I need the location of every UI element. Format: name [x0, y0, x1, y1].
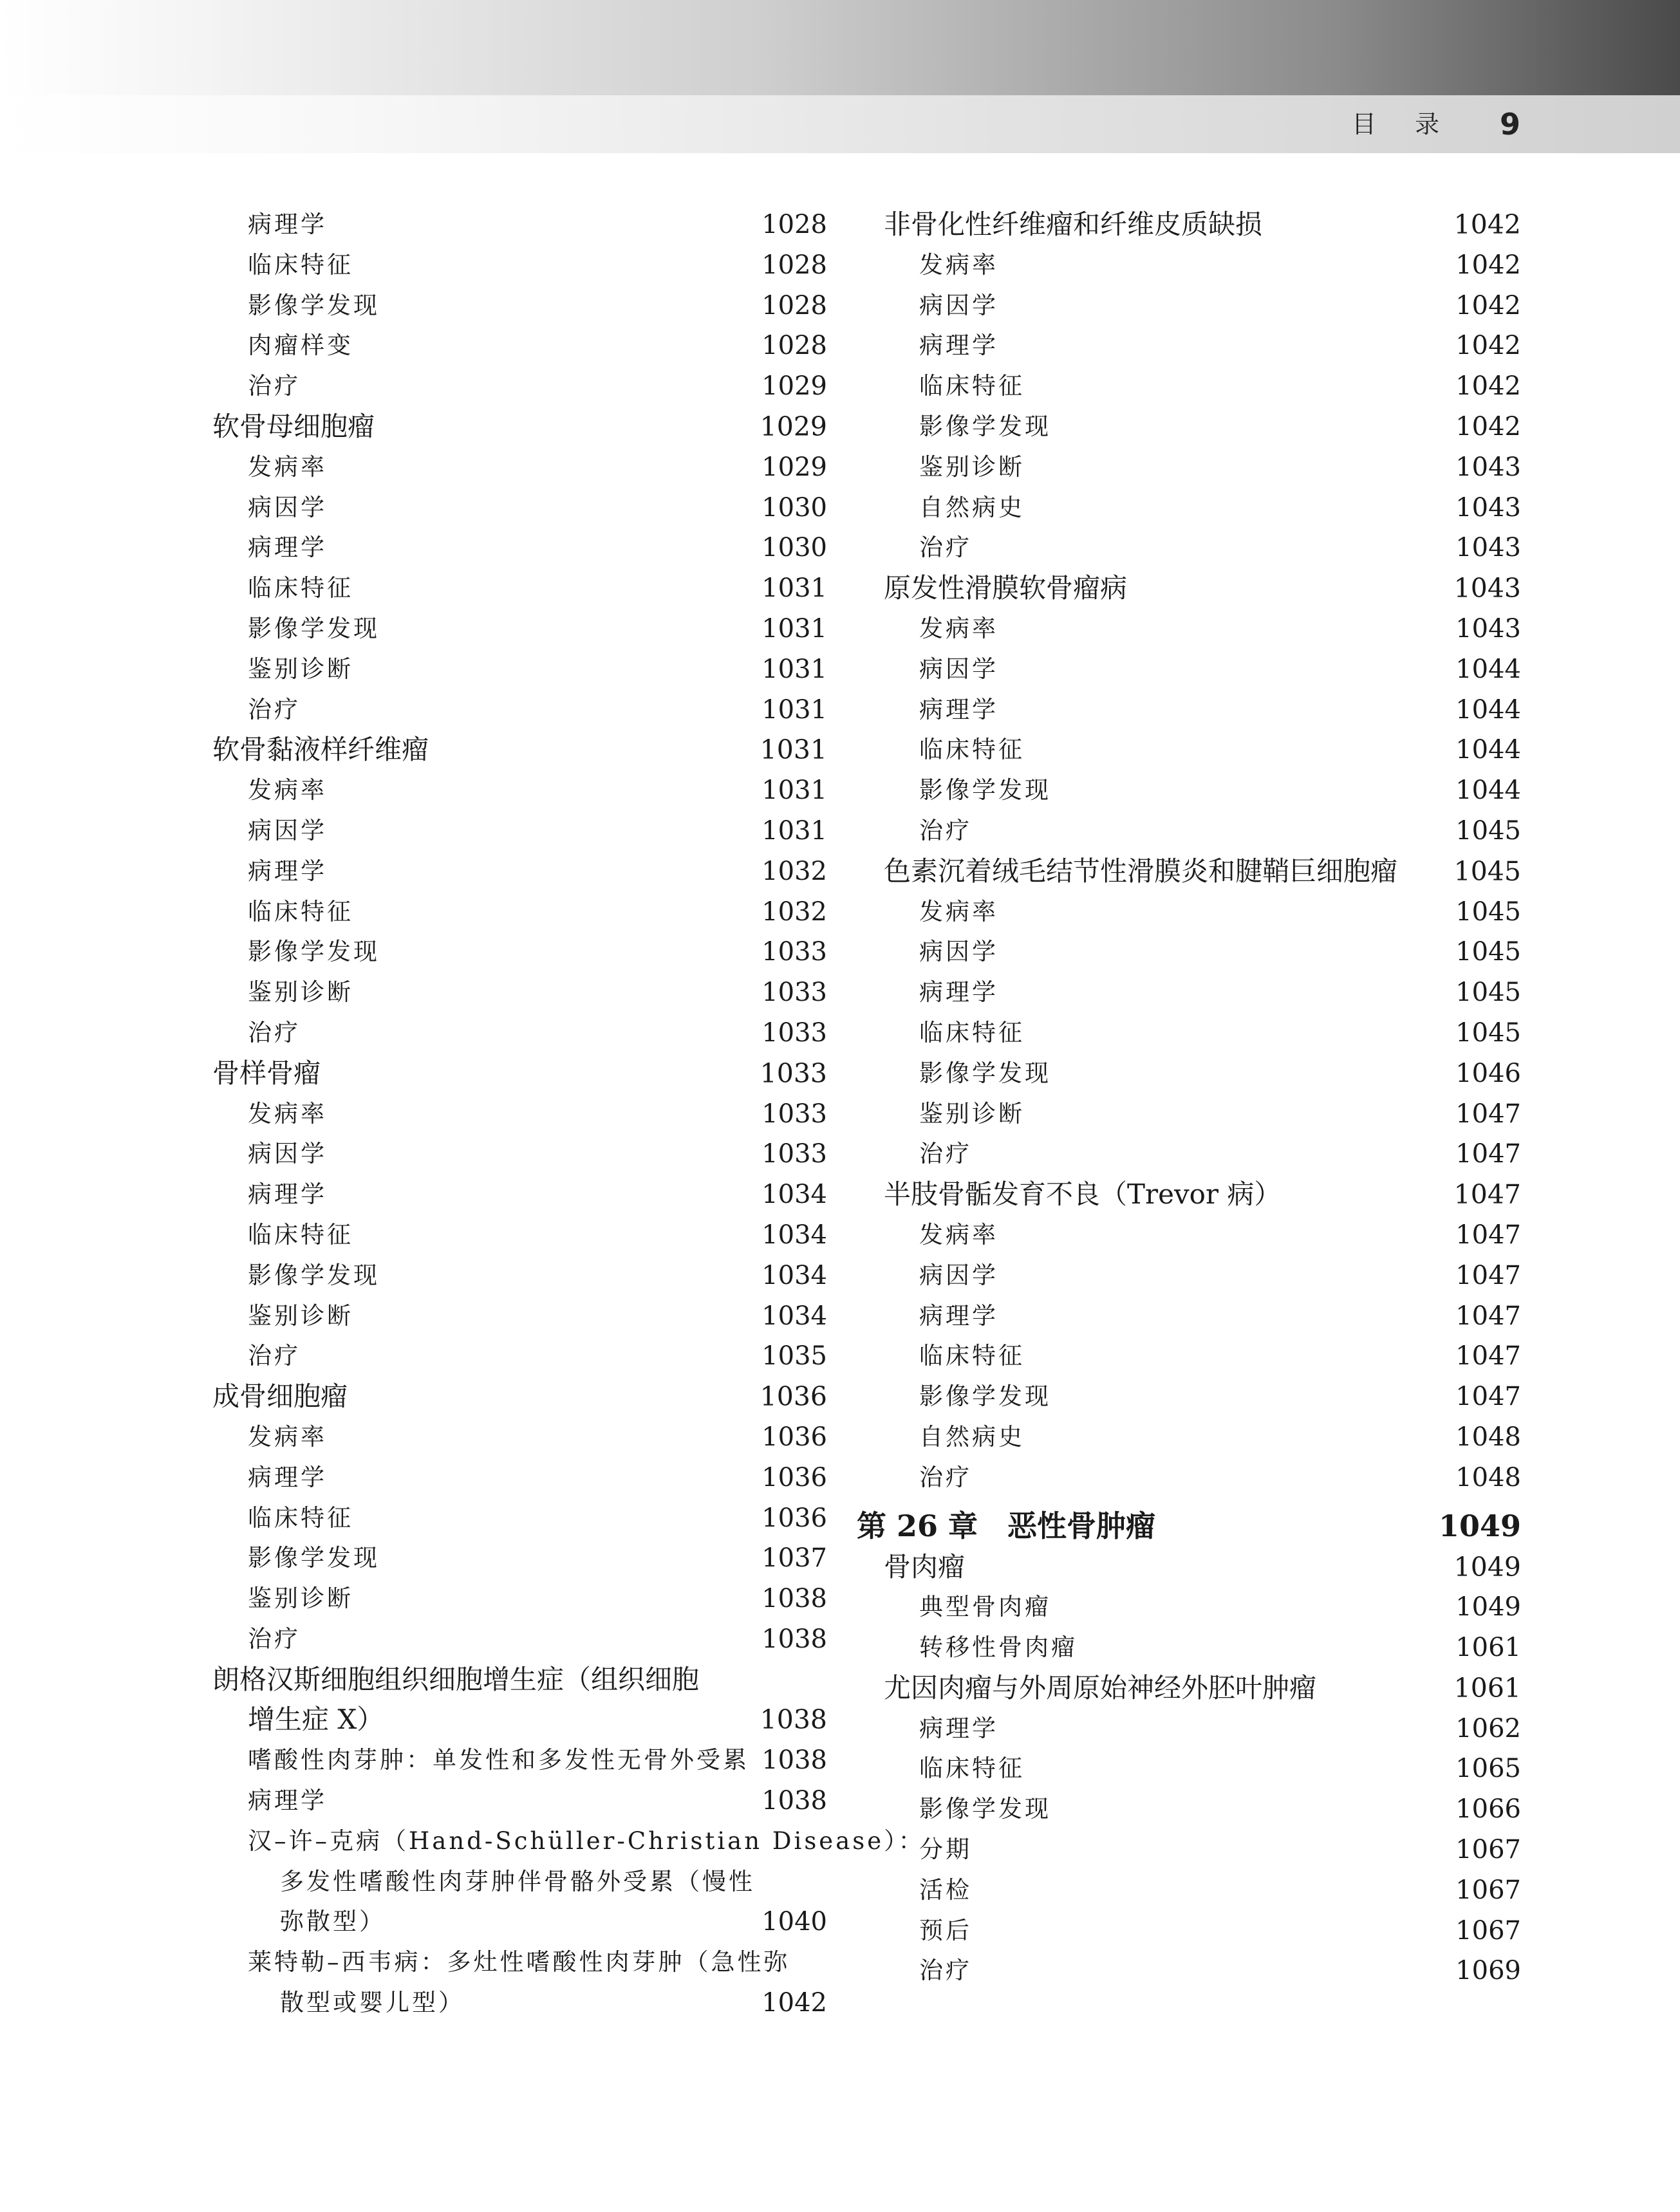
toc-entry-page: 1031	[761, 694, 827, 725]
toc-entry[interactable]	[884, 1911, 1521, 1951]
toc-entry[interactable]	[212, 1619, 827, 1660]
running-title: 目 录	[1352, 110, 1455, 138]
toc-entry-page: 1028	[761, 250, 827, 280]
toc-entry-page: 1048	[1455, 1422, 1521, 1452]
toc-entry-page: 1034	[761, 1260, 827, 1290]
toc-entry-label: 软骨黏液样纤维瘤	[212, 734, 429, 766]
toc-entry[interactable]	[884, 770, 1521, 811]
toc-entry-label: 临床特征	[248, 574, 353, 602]
header-gradient-band	[0, 0, 1680, 95]
toc-entry-label: 第 26 章 恶性骨肿瘤	[857, 1508, 1156, 1543]
toc-entry[interactable]	[212, 1458, 827, 1498]
toc-entry[interactable]	[884, 1336, 1521, 1377]
toc-entry[interactable]	[884, 407, 1521, 447]
toc-entry-label: 影像学发现	[248, 1261, 380, 1289]
toc-entry-page: 1029	[760, 411, 827, 442]
toc-entry-label: 发病率	[248, 452, 327, 481]
toc-entry-label: 病理学	[919, 1301, 998, 1330]
toc-entry[interactable]	[884, 1709, 1521, 1749]
toc-entry-page: 1035	[761, 1341, 827, 1371]
toc-entry-label: 鉴别诊断	[919, 452, 1025, 481]
toc-entry-page: 1038	[760, 1704, 827, 1736]
toc-entry-label: 病因学	[919, 291, 998, 319]
toc-entry-page: 1042	[1453, 209, 1521, 240]
toc-entry-label: 成骨细胞瘤	[212, 1380, 348, 1413]
toc-entry[interactable]	[884, 1870, 1521, 1911]
toc-entry-page: 1042	[1455, 290, 1521, 321]
toc-entry[interactable]	[212, 488, 827, 528]
toc-entry-page: 1036	[760, 1381, 827, 1413]
toc-entry[interactable]	[212, 932, 827, 972]
toc-entry-page: 1045	[1453, 855, 1521, 887]
toc-entry-page: 1044	[1455, 776, 1521, 806]
toc-entry[interactable]	[884, 1749, 1521, 1789]
toc-entry[interactable]	[212, 1983, 827, 2023]
toc-entry-label: 鉴别诊断	[248, 655, 353, 683]
page-number: 9	[1500, 107, 1521, 142]
toc-entry[interactable]	[884, 286, 1521, 326]
toc-entry[interactable]	[884, 1417, 1521, 1458]
toc-entry[interactable]	[212, 286, 827, 326]
toc-entry[interactable]	[884, 811, 1521, 851]
toc-entry[interactable]	[212, 1902, 827, 1942]
toc-entry[interactable]	[212, 1175, 827, 1215]
toc-entry-label: 肉瘤样变	[248, 331, 353, 360]
toc-entry-label: 病因学	[248, 493, 327, 521]
toc-entry-label: 发病率	[919, 897, 998, 925]
toc-entry[interactable]	[212, 1054, 827, 1094]
toc-entry-label: 病理学	[248, 857, 327, 885]
toc-entry-label: 半肢骨骺发育不良（Trevor 病）	[884, 1178, 1282, 1211]
toc-entry[interactable]	[212, 1296, 827, 1337]
toc-entry[interactable]	[212, 1498, 827, 1539]
toc-entry-label: 临床特征	[919, 1018, 1025, 1046]
toc-right-column	[857, 205, 1521, 1991]
toc-entry[interactable]	[212, 366, 827, 407]
toc-entry[interactable]	[884, 1587, 1521, 1628]
toc-entry-label: 病因学	[248, 1140, 327, 1168]
toc-entry[interactable]	[884, 1628, 1521, 1668]
toc-entry-label: 典型骨肉瘤	[919, 1593, 1051, 1621]
toc-entry[interactable]	[212, 811, 827, 851]
toc-entry[interactable]	[884, 1547, 1521, 1588]
toc-entry[interactable]	[884, 1175, 1521, 1215]
toc-entry[interactable]	[212, 407, 827, 447]
toc-entry[interactable]	[212, 1377, 827, 1417]
toc-entry-label: 临床特征	[919, 1754, 1025, 1783]
toc-entry-page: 1049	[1453, 1551, 1521, 1583]
toc-entry-page: 1047	[1453, 1179, 1521, 1211]
toc-entry[interactable]	[212, 1660, 827, 1700]
toc-entry-page: 1043	[1455, 492, 1521, 523]
toc-entry[interactable]	[212, 326, 827, 366]
toc-entry-label: 治疗	[919, 1140, 972, 1168]
toc-entry-page: 1029	[761, 371, 827, 402]
toc-entry-page: 1030	[761, 533, 827, 563]
toc-entry[interactable]	[212, 770, 827, 811]
toc-entry[interactable]	[884, 568, 1521, 609]
toc-entry-label: 莱特勒–西韦病：多灶性嗜酸性肉芽肿（急性弥	[248, 1948, 790, 1976]
toc-entry-label: 病理学	[248, 1787, 327, 1815]
toc-entry[interactable]	[884, 1054, 1521, 1094]
toc-entry[interactable]	[212, 1417, 827, 1458]
toc-entry[interactable]	[212, 447, 827, 488]
toc-entry-page: 1034	[761, 1220, 827, 1250]
toc-entry-label: 原发性滑膜软骨瘤病	[884, 572, 1128, 604]
toc-entry-page: 1043	[1455, 533, 1521, 563]
toc-entry-label: 发病率	[919, 250, 998, 279]
toc-entry[interactable]	[884, 1377, 1521, 1417]
toc-entry-label: 临床特征	[248, 897, 353, 925]
toc-entry-page: 1033	[761, 978, 827, 1008]
toc-entry-page: 1033	[761, 1099, 827, 1129]
toc-entry-page: 1067	[1455, 1835, 1521, 1865]
toc-entry-label: 活检	[919, 1875, 972, 1904]
toc-entry-label: 病理学	[248, 534, 327, 562]
toc-entry-page: 1043	[1453, 573, 1521, 604]
toc-entry-page: 1046	[1455, 1058, 1521, 1088]
toc-entry-label: 病理学	[919, 978, 998, 1007]
toc-entry-label: 预后	[919, 1916, 972, 1944]
toc-entry-page: 1048	[1455, 1462, 1521, 1492]
toc-entry-label: 影像学发现	[919, 1382, 1051, 1411]
toc-entry-label: 临床特征	[248, 1220, 353, 1249]
toc-entry-page: 1067	[1455, 1915, 1521, 1946]
toc-entry[interactable]	[212, 730, 827, 770]
toc-entry[interactable]	[884, 690, 1521, 730]
toc-entry-page: 1042	[1455, 371, 1521, 402]
toc-entry[interactable]	[212, 649, 827, 690]
toc-entry[interactable]	[884, 366, 1521, 407]
toc-entry-label: 影像学发现	[248, 614, 380, 642]
toc-entry-page: 1044	[1455, 694, 1521, 725]
toc-entry-label: 治疗	[248, 372, 301, 400]
toc-entry-page: 1047	[1455, 1301, 1521, 1331]
toc-entry-page: 1044	[1455, 735, 1521, 765]
toc-entry-label: 治疗	[919, 534, 972, 562]
toc-entry-page: 1033	[761, 1139, 827, 1169]
toc-entry-label: 鉴别诊断	[919, 1099, 1025, 1128]
toc-entry-label: 病理学	[248, 210, 327, 238]
toc-entry[interactable]	[212, 1134, 827, 1175]
toc-entry[interactable]	[212, 1538, 827, 1579]
toc-chapter-entry[interactable]	[857, 1505, 1521, 1547]
toc-entry[interactable]	[884, 1458, 1521, 1498]
toc-entry[interactable]	[212, 851, 827, 892]
toc-entry-label: 病因学	[919, 655, 998, 683]
toc-entry-label: 发病率	[919, 1220, 998, 1249]
toc-entry-label: 散型或婴儿型）	[280, 1989, 465, 2017]
toc-entry-page: 1069	[1455, 1956, 1521, 1986]
toc-entry[interactable]	[212, 972, 827, 1013]
toc-entry[interactable]	[212, 1942, 827, 1983]
toc-entry-page: 1036	[761, 1503, 827, 1533]
toc-entry-page: 1038	[761, 1584, 827, 1614]
toc-entry-label: 自然病史	[919, 493, 1025, 521]
toc-entry-label: 发病率	[248, 776, 327, 804]
toc-entry-page: 1047	[1455, 1099, 1521, 1129]
toc-entry[interactable]	[884, 892, 1521, 933]
toc-entry-label: 临床特征	[248, 250, 353, 279]
toc-entry-label: 朗格汉斯细胞组织细胞增生症（组织细胞	[212, 1663, 700, 1695]
toc-entry[interactable]	[212, 1700, 827, 1740]
toc-entry-label: 临床特征	[248, 1503, 353, 1532]
toc-entry-page: 1028	[761, 290, 827, 321]
toc-entry-page: 1036	[761, 1422, 827, 1452]
toc-entry[interactable]	[884, 1094, 1521, 1135]
toc-entry[interactable]	[212, 1215, 827, 1256]
toc-entry[interactable]	[884, 488, 1521, 528]
toc-entry[interactable]	[884, 972, 1521, 1013]
toc-entry-page: 1062	[1455, 1713, 1521, 1743]
toc-entry[interactable]	[884, 1215, 1521, 1256]
toc-entry-page: 1045	[1455, 978, 1521, 1008]
toc-entry-page: 1047	[1455, 1139, 1521, 1169]
toc-entry[interactable]	[884, 245, 1521, 286]
toc-entry-page: 1032	[761, 897, 827, 927]
toc-entry-page: 1045	[1455, 897, 1521, 927]
toc-entry[interactable]	[884, 1789, 1521, 1830]
toc-entry-page: 1043	[1455, 452, 1521, 482]
toc-entry-page: 1045	[1455, 937, 1521, 967]
toc-entry-page: 1043	[1455, 613, 1521, 644]
toc-entry-label: 发病率	[248, 1422, 327, 1451]
toc-entry-page: 1028	[761, 331, 827, 361]
toc-entry-page: 1047	[1455, 1341, 1521, 1371]
toc-entry-page: 1031	[761, 815, 827, 846]
toc-entry-label: 汉–许–克病（Hand-Schüller-Christian Disease）：	[248, 1826, 925, 1855]
toc-entry[interactable]	[884, 1830, 1521, 1870]
toc-entry-page: 1045	[1455, 1018, 1521, 1048]
toc-entry-label: 影像学发现	[248, 938, 380, 966]
toc-entry[interactable]	[884, 649, 1521, 690]
toc-entry-page: 1061	[1453, 1672, 1521, 1704]
toc-entry[interactable]	[212, 1013, 827, 1054]
toc-entry-label: 病因学	[248, 816, 327, 844]
toc-entry-page: 1038	[761, 1624, 827, 1654]
toc-entry-page: 1049	[1438, 1508, 1521, 1543]
toc-entry-page: 1044	[1455, 654, 1521, 684]
toc-entry-page: 1067	[1455, 1875, 1521, 1905]
toc-entry-label: 病理学	[919, 695, 998, 723]
toc-entry-label: 骨样骨瘤	[212, 1057, 321, 1089]
toc-entry[interactable]	[212, 609, 827, 649]
toc-entry-page: 1038	[761, 1745, 827, 1776]
toc-entry[interactable]	[212, 205, 827, 245]
toc-entry-label: 软骨母细胞瘤	[212, 410, 375, 442]
toc-entry-label: 临床特征	[919, 736, 1025, 764]
toc-entry-page: 1047	[1455, 1382, 1521, 1412]
toc-entry-page: 1032	[761, 856, 827, 886]
toc-entry-label: 治疗	[248, 1624, 301, 1653]
toc-entry-label: 尤因肉瘤与外周原始神经外胚叶肿瘤	[884, 1671, 1317, 1704]
toc-entry-label: 转移性骨肉瘤	[919, 1633, 1078, 1662]
toc-entry-label: 鉴别诊断	[248, 978, 353, 1007]
toc-entry-page: 1031	[761, 654, 827, 684]
toc-entry[interactable]	[212, 1781, 827, 1821]
toc-entry[interactable]	[884, 205, 1521, 245]
toc-entry-label: 影像学发现	[248, 1544, 380, 1572]
toc-entry-label: 弥散型）	[280, 1908, 386, 1936]
toc-entry[interactable]	[212, 528, 827, 568]
toc-entry-label: 影像学发现	[919, 412, 1051, 440]
toc-entry-label: 发病率	[919, 614, 998, 642]
toc-entry[interactable]	[884, 1668, 1521, 1709]
toc-entry[interactable]	[884, 326, 1521, 366]
toc-entry[interactable]	[884, 609, 1521, 649]
toc-entry-label: 临床特征	[919, 1342, 1025, 1370]
toc-entry-label: 增生症 X）	[248, 1704, 384, 1736]
toc-entry-page: 1030	[761, 492, 827, 523]
toc-entry[interactable]	[884, 932, 1521, 972]
toc-entry-page: 1042	[1455, 250, 1521, 280]
toc-entry[interactable]	[212, 1579, 827, 1619]
toc-entry-page: 1033	[761, 937, 827, 967]
toc-entry[interactable]	[884, 730, 1521, 770]
toc-entry-page: 1045	[1455, 815, 1521, 846]
toc-entry-label: 治疗	[248, 1342, 301, 1370]
toc-entry-page: 1038	[761, 1786, 827, 1816]
toc-entry[interactable]	[212, 1094, 827, 1135]
toc-entry-label: 影像学发现	[919, 1059, 1051, 1087]
toc-entry-label: 鉴别诊断	[248, 1585, 353, 1613]
toc-entry-label: 鉴别诊断	[248, 1301, 353, 1330]
toc-entry[interactable]	[884, 1256, 1521, 1296]
toc-entry-label: 治疗	[248, 1018, 301, 1046]
toc-entry-page: 1031	[761, 613, 827, 644]
toc-entry-page: 1036	[761, 1462, 827, 1492]
toc-entry[interactable]	[212, 1821, 925, 1862]
toc-entry-label: 影像学发现	[919, 776, 1051, 804]
toc-entry[interactable]	[212, 245, 827, 286]
toc-entry[interactable]	[884, 1013, 1521, 1054]
toc-entry[interactable]	[212, 1336, 827, 1377]
toc-entry-label: 病理学	[919, 331, 998, 360]
toc-entry[interactable]	[212, 1862, 827, 1902]
toc-entry-page: 1031	[761, 776, 827, 806]
toc-entry-page: 1042	[1455, 411, 1521, 441]
toc-entry[interactable]	[212, 568, 827, 609]
toc-entry-page: 1066	[1455, 1794, 1521, 1825]
toc-entry-label: 色素沉着绒毛结节性滑膜炎和腱鞘巨细胞瘤	[884, 855, 1398, 887]
toc-entry-page: 1047	[1455, 1220, 1521, 1250]
toc-entry[interactable]	[212, 892, 827, 933]
toc-entry-label: 病理学	[919, 1714, 998, 1742]
toc-entry-label: 病理学	[248, 1180, 327, 1209]
toc-entry-label: 多发性嗜酸性肉芽肿伴骨骼外受累（慢性	[280, 1867, 755, 1895]
toc-entry[interactable]	[212, 1740, 827, 1781]
toc-entry-page: 1042	[1455, 331, 1521, 361]
toc-entry[interactable]	[884, 528, 1521, 568]
toc-entry[interactable]	[884, 851, 1521, 892]
toc-entry-label: 病因学	[919, 1261, 998, 1289]
toc-entry-page: 1029	[761, 452, 827, 482]
toc-entry-page: 1034	[761, 1301, 827, 1331]
toc-entry-page: 1033	[761, 1018, 827, 1048]
toc-entry-page: 1028	[761, 210, 827, 239]
toc-entry[interactable]	[884, 1951, 1521, 1991]
toc-entry-label: 治疗	[919, 1956, 972, 1985]
toc-entry-page: 1049	[1455, 1592, 1521, 1622]
toc-entry-label: 发病率	[248, 1099, 327, 1128]
toc-entry[interactable]	[884, 1296, 1521, 1337]
toc-entry-label: 非骨化性纤维瘤和纤维皮质缺损	[884, 209, 1263, 240]
toc-entry-label: 骨肉瘤	[884, 1550, 966, 1583]
toc-entry[interactable]	[884, 447, 1521, 488]
toc-entry-page: 1047	[1455, 1260, 1521, 1290]
toc-entry-page: 1042	[761, 1988, 827, 2018]
toc-entry-label: 自然病史	[919, 1422, 1025, 1451]
toc-entry-page: 1037	[761, 1543, 827, 1574]
toc-entry[interactable]	[212, 1256, 827, 1296]
toc-entry-page: 1061	[1455, 1633, 1521, 1663]
toc-entry-label: 病因学	[919, 938, 998, 966]
toc-entry-label: 治疗	[919, 816, 972, 844]
toc-entry-label: 治疗	[248, 695, 301, 723]
toc-entry-page: 1034	[761, 1180, 827, 1210]
toc-entry-label: 影像学发现	[919, 1795, 1051, 1823]
toc-entry-label: 分期	[919, 1836, 972, 1864]
toc-entry-label: 影像学发现	[248, 291, 380, 319]
toc-entry-page: 1031	[760, 734, 827, 766]
toc-entry-page: 1065	[1455, 1754, 1521, 1784]
toc-entry-page: 1033	[760, 1057, 827, 1089]
toc-entry-page: 1040	[761, 1907, 827, 1937]
toc-entry-label: 临床特征	[919, 372, 1025, 400]
toc-entry-label: 治疗	[919, 1463, 972, 1491]
toc-entry[interactable]	[212, 690, 827, 730]
toc-entry-label: 嗜酸性肉芽肿：单发性和多发性无骨外受累	[248, 1746, 749, 1774]
toc-entry[interactable]	[884, 1134, 1521, 1175]
toc-entry-label: 病理学	[248, 1463, 327, 1491]
toc-entry-page: 1031	[761, 573, 827, 604]
